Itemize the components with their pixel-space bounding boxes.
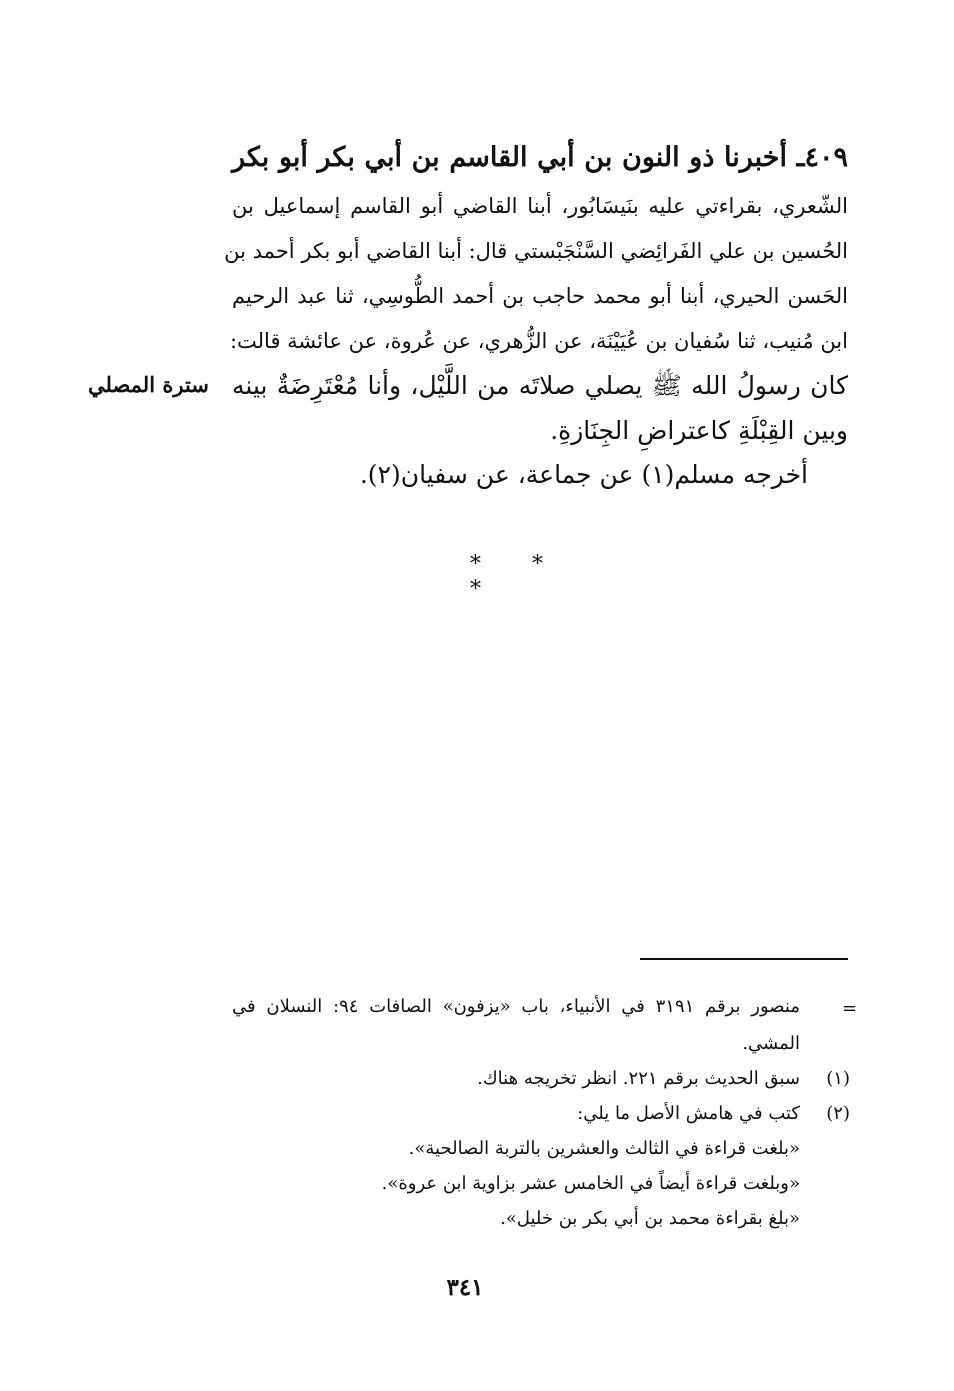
margin-note: سترة المصلي: [88, 372, 209, 397]
section-separator: * * *: [470, 552, 565, 602]
hadith-isnad-line: الحُسين بن علي الفَرائِضي السَّنْجَبْستي قال: أبنا القاضي أبو بكر أحمد بن: [224, 239, 848, 263]
footnote-text: سبق الحديث برقم ٢٢١. انظر تخريجه هناك.: [477, 1068, 800, 1089]
footnote-number: (٢): [826, 1103, 850, 1124]
hadith-matn-line: وبين القِبْلَةِ كاعتراضِ الجِنَازةِ.: [550, 416, 848, 445]
page-number: ٣٤١: [446, 1274, 484, 1301]
footnote-text: «بلغ بقراءة محمد بن أبي بكر بن خليل».: [500, 1208, 800, 1229]
hadith-isnad-line: الحَسن الحيري، أبنا أبو محمد حاجب بن أحمد الطُّوسِي، ثنا عبد الرحيم: [232, 284, 848, 308]
hadith-matn-line: كان رسولُ الله ﷺ يصلي صلاتَه من اللَّيْل، وأنا مُعْتَرِضَةٌ بينه: [232, 371, 848, 400]
hadith-takhrij-line: أخرجه مسلم(١) عن جماعة، عن سفيان(٢).: [359, 460, 808, 489]
hadith-isnad-line: ابن مُنيب، ثنا سُفيان بن عُيَيْنَة، عن الزُّهري، عن عُروة، عن عائشة قالت:: [229, 329, 848, 353]
footnote-number: (١): [826, 1068, 850, 1089]
hadith-heading-line: ٤٠٩ـ أخبرنا ذو النون بن أبي القاسم بن أبي بكر أبو بكر: [232, 142, 848, 173]
footnote-continuation-line: المشي.: [742, 1033, 800, 1054]
hadith-isnad-line: الشّعري، بقراءتي عليه بنَيسَابُور، أبنا القاضي أبو القاسم إسماعيل بن: [232, 194, 848, 218]
footnote-text: كتب في هامش الأصل ما يلي:: [577, 1103, 800, 1124]
footnote-rule: [640, 958, 848, 960]
footnote-text: «وبلغت قراءة أيضاً في الخامس عشر بزاوية ابن عروة».: [381, 1173, 800, 1194]
footnote-continuation-line: منصور برقم ٣١٩١ في الأنبياء، باب «يزفون» الصافات ٩٤: النسلان في: [232, 996, 800, 1017]
footnote-text: «بلغت قراءة في الثالث والعشرين بالتربة الصالحية».: [408, 1138, 800, 1159]
footnote-continuation-marker: =: [842, 998, 858, 1019]
